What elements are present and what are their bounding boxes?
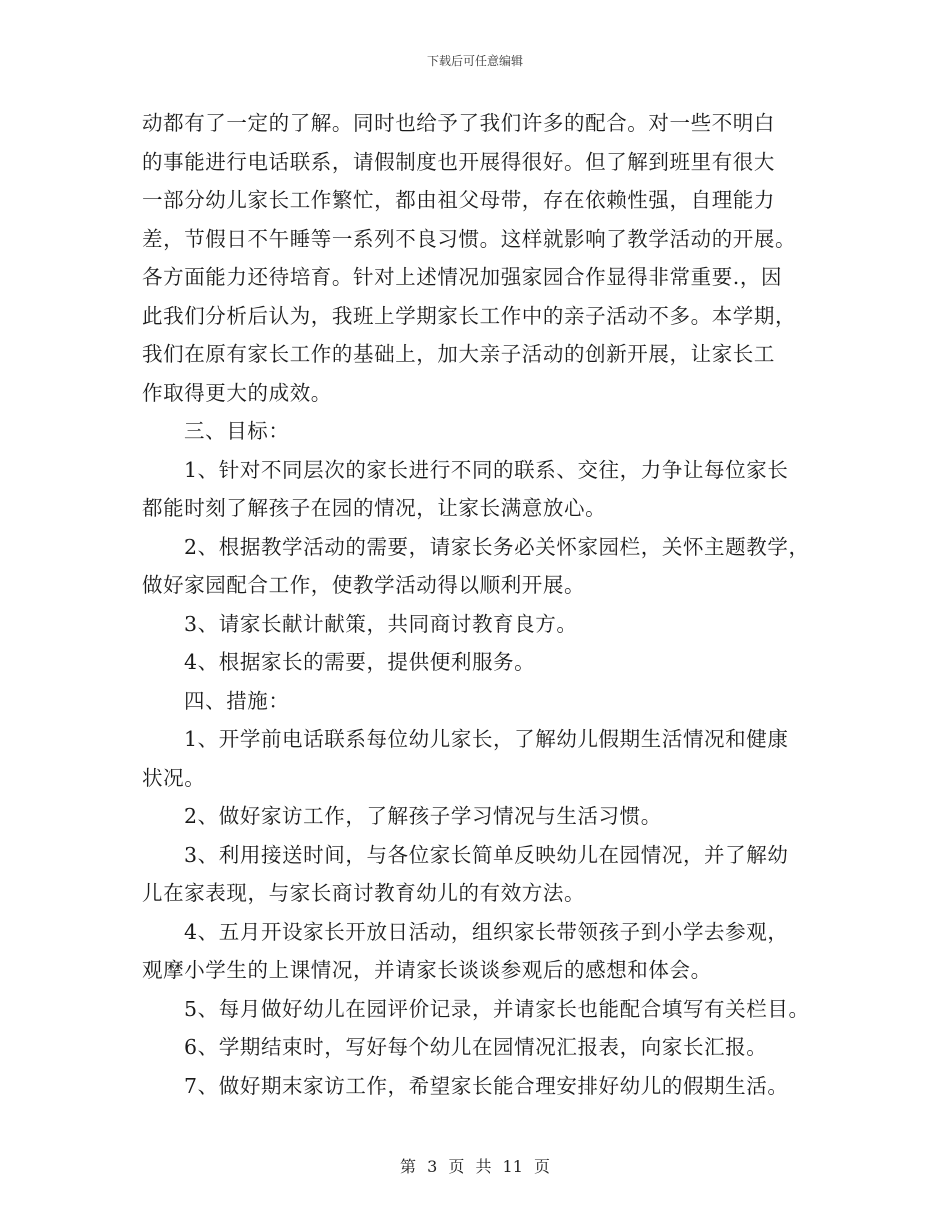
body-line: 5、每月做好幼儿在园评价记录，并请家长也能配合填写有关栏目。: [184, 996, 810, 1021]
body-line: 2、做好家访工作，了解孩子学习情况与生活习惯。: [184, 804, 662, 828]
body-line: 4、五月开设家长开放日活动，组织家长带领孩子到小学去参观，: [184, 919, 789, 944]
body-line: 2、根据教学活动的需要，请家长务必关怀家园栏，关怀主题教学，: [184, 534, 810, 559]
body-line: 做好家园配合工作，使教学活动得以顺利开展。: [142, 573, 586, 597]
body-line: 4、根据家长的需要，提供便利服务。: [184, 650, 536, 674]
body-line: 1、开学前电话联系每位幼儿家长，了解幼儿假期生活情况和健康: [184, 727, 789, 751]
body-line: 3、利用接送时间，与各位家长简单反映幼儿在园情况，并了解幼: [184, 842, 789, 867]
body-line: 动都有了一定的了解。同时也给予了我们许多的配合。对一些不明白: [142, 111, 775, 135]
section-heading: 四、措施：: [184, 688, 290, 713]
body-line: 3、请家长献计献策，共同商讨教育良方。: [184, 611, 578, 636]
body-line: 的事能进行电话联系，请假制度也开展得很好。但了解到班里有很大: [142, 149, 775, 174]
body-line: 一部分幼儿家长工作繁忙，都由祖父母带，存在依赖性强，自理能力: [142, 188, 775, 212]
body-line: 6、学期结束时，写好每个幼儿在园情况汇报表，向家长汇报。: [184, 1035, 768, 1059]
body-line: 都能时刻了解孩子在园的情况，让家长满意放心。: [142, 496, 607, 520]
body-line: 我们在原有家长工作的基础上，加大亲子活动的创新开展，让家长工: [142, 342, 775, 366]
body-line: 儿在家表现，与家长商讨教育幼儿的有效方法。: [142, 881, 586, 905]
body-line: 差，节假日不午睡等一系列不良习惯。这样就影响了教学活动的开展。: [142, 226, 797, 251]
page-footer: 第 3 页 共 11 页: [400, 1157, 550, 1176]
body-line: 7、做好期末家访工作，希望家长能合理安排好幼儿的假期生活。: [184, 1073, 789, 1098]
document-body: [142, 104, 822, 1105]
body-line: 观摩小学生的上课情况，并请家长谈谈参观后的感想和体会。: [142, 958, 712, 982]
body-line: 作取得更大的成效。: [142, 380, 332, 405]
page-header: 下载后可任意编辑: [426, 54, 523, 68]
body-line: 此我们分析后认为，我班上学期家长工作中的亲子活动不多。本学期，: [142, 303, 797, 328]
body-line: 各方面能力还待培育。针对上述情况加强家园合作显得非常重要.，因: [142, 265, 783, 289]
body-line: 1、针对不同层次的家长进行不同的联系、交往，力争让每位家长: [184, 457, 789, 482]
body-line: 状况。: [142, 765, 206, 790]
section-heading: 三、目标：: [184, 419, 290, 443]
